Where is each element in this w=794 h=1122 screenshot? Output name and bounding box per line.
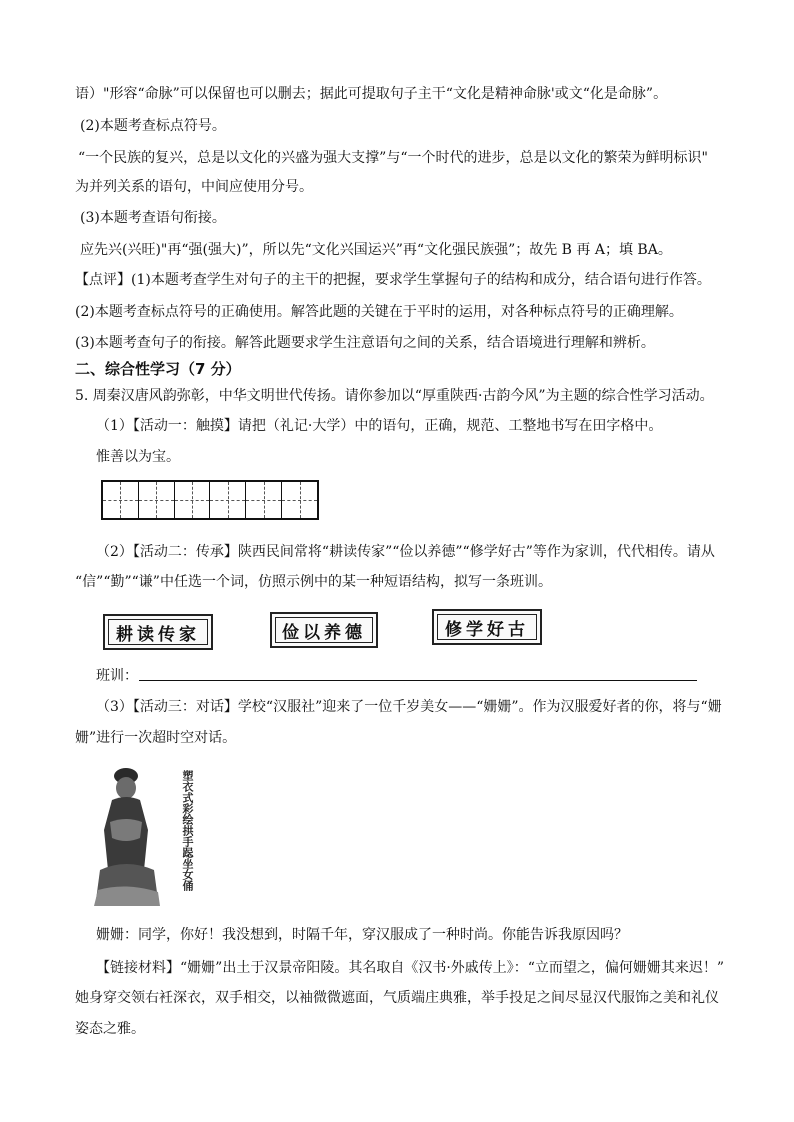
activity1-prompt: （1）【活动一：触摸】请把（礼记·大学）中的语句，正确，规范、工整地书写在田字格中。 xyxy=(96,418,663,434)
dialogue-shanshan: 姗姗：同学，你好！我没想到，时隔千年，穿汉服成了一种时尚。你能告诉我原因吗？ xyxy=(96,927,628,943)
plaque-xiuxue xyxy=(432,609,542,645)
plaque-text: 修学好古 xyxy=(445,619,529,640)
grid-cell[interactable] xyxy=(139,482,175,518)
text-line-2: (2)本题考查标点符号。 xyxy=(80,118,226,134)
plaque-gengdu xyxy=(103,614,213,650)
grid-cell[interactable] xyxy=(103,482,139,518)
plaque-text: 耕读传家 xyxy=(116,624,200,645)
banxun-label: 班训： xyxy=(96,668,138,684)
material-line-3: 姿态之雅。 xyxy=(75,1021,145,1037)
text-line-3: “一个民族的复兴，总是以文化的兴盛为强大支撑”与“一个时代的进步，总是以文化的繁荣为鲜明标识" xyxy=(78,150,708,166)
grid-cell[interactable] xyxy=(210,482,246,518)
grid-cell[interactable] xyxy=(175,482,211,518)
comment-line-2: (2)本题考查标点符号的正确使用。解答此题的关键在于平时的运用，对各种标点符号的正确理解。 xyxy=(75,304,683,320)
plaque-text: 俭以养德 xyxy=(282,622,366,643)
activity1-sentence: 惟善以为宝。 xyxy=(96,449,180,465)
activity3-prompt-b: 姗”进行一次超时空对话。 xyxy=(75,730,237,746)
material-line-2: 她身穿交领右衽深衣，双手相交，以袖微微遮面，气质端庄典雅，举手投足之间尽显汉代服饰之美和礼仪 xyxy=(75,990,719,1006)
grid-cell[interactable] xyxy=(282,482,317,518)
text-line-5: (3)本题考查语句衔接。 xyxy=(80,210,226,226)
activity3-prompt-a: （3）【活动三：对话】学校“汉服社”迎来了一位千岁美女——“姗姗”。作为汉服爱好者的你，将与“姗 xyxy=(96,699,722,715)
comment-line-1: 【点评】(1)本题考查学生对句子的主干的把握，要求学生掌握句子的结构和成分，结合语句进行作答。 xyxy=(75,272,711,288)
grid-cell[interactable] xyxy=(246,482,282,518)
text-line-6: 应先兴(兴旺)"再“强(强大)”，所以先“文化兴国运兴”再“文化强民族强”；故先 B 再 A；填 BA。 xyxy=(80,242,672,258)
comment-line-3: (3)本题考查句子的衔接。解答此题要求学生注意语句之间的关系，结合语境进行理解和辨析。 xyxy=(75,335,655,351)
activity2-prompt-a: （2）【活动二：传承】陕西民间常将“耕读传家”“俭以养德”“修学好古”等作为家训，代代相传。请从 xyxy=(96,544,715,560)
q5-intro: 5. 周秦汉唐风韵弥彰，中华文明世代传扬。请你参加以“厚重陕西·古韵今风”为主题的综合性学习活动。 xyxy=(75,388,714,404)
plaque-jianyi xyxy=(270,612,378,648)
section-heading: 二、综合性学习（7 分） xyxy=(75,360,241,378)
banxun-answer-line[interactable] xyxy=(139,680,697,681)
material-line-1: 【链接材料】“姗姗”出土于汉景帝阳陵。其名取自《汉书·外戚传上》：“立而望之，偏何姗姗其来迟！” xyxy=(96,960,725,976)
text-line-4: 为并列关系的语句，中间应使用分号。 xyxy=(75,179,313,195)
text-line-1: 语）"形容“命脉”可以保留也可以删去；据此可提取句子主干“文化是精神命脉'或文“化是命脉”。 xyxy=(75,86,668,102)
figure-caption: 塑衣式彩绘拱手跽坐女俑 xyxy=(181,770,194,891)
activity2-prompt-b: “信”“勤”“谦”中任选一个词，仿照示例中的某一种短语结构，拟写一条班训。 xyxy=(75,574,552,590)
writing-grid[interactable] xyxy=(101,480,319,520)
